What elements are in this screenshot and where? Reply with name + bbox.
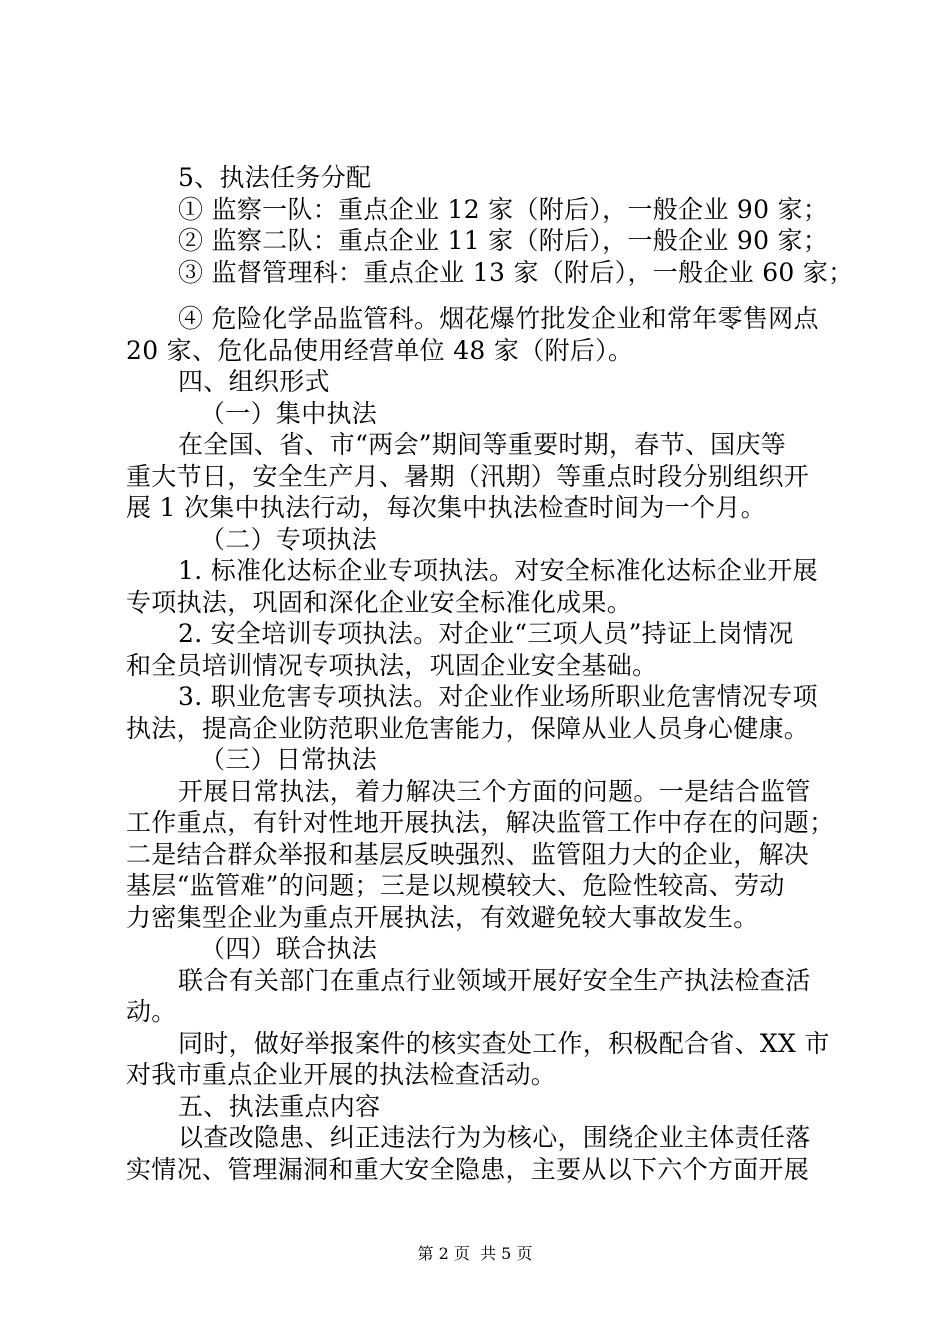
section-heading: 四、组织形式 — [178, 367, 330, 396]
paragraph-line: 开展日常执法，着力解决三个方面的问题。一是结合监管 — [178, 776, 811, 806]
subsection-heading: （二）专项执法 — [200, 524, 378, 554]
paragraph-line: 对我市重点企业开展的执法检查活动。 — [126, 1060, 557, 1089]
section-heading: 五、执法重点内容 — [178, 1091, 381, 1121]
page-number-footer: 第 2 页 共 5 页 — [417, 1244, 533, 1263]
paragraph-line: 1. 标准化达标企业专项执法。对安全标准化达标企业开展 — [178, 556, 818, 585]
paragraph-line: 工作重点，有针对性地开展执法，解决监管工作中存在的问题； — [126, 808, 835, 837]
document-body — [126, 162, 854, 1185]
paragraph-line: 动。 — [126, 997, 177, 1026]
task-item: ① 监察一队：重点企业 12 家（附后），一般企业 90 家； — [178, 194, 829, 224]
subsection-heading: （三）日常执法 — [200, 745, 378, 774]
paragraph-line: 执法，提高企业防范职业危害能力，保障从业人员身心健康。 — [126, 713, 810, 743]
paragraph-line: 二是结合群众举报和基层反映强烈、监管阻力大的企业，解决 — [126, 839, 810, 869]
task-item: ② 监察二队：重点企业 11 家（附后），一般企业 90 家； — [178, 226, 829, 255]
paragraph-line: 3. 职业危害专项执法。对企业作业场所职业危害情况专项 — [178, 682, 818, 711]
paragraph-line: 基层“监管难”的问题；三是以规模较大、危险性较高、劳动 — [126, 871, 785, 900]
paragraph-line: 实情况、管理漏洞和重大安全隐患，主要从以下六个方面开展 — [126, 1154, 810, 1184]
subsection-heading: （四）联合执法 — [200, 934, 378, 963]
paragraph-line: 和全员培训情况专项执法，巩固企业安全基础。 — [126, 650, 658, 680]
task-item: ④ 危险化学品监管科。烟花爆竹批发企业和常年零售网点 — [178, 304, 819, 333]
paragraph-line: 专项执法，巩固和深化企业安全标准化成果。 — [126, 587, 633, 617]
paragraph-line: 联合有关部门在重点行业领域开展好安全生产执法检查活 — [178, 965, 811, 995]
paragraph-line: 展 1 次集中执法行动，每次集中执法检查时间为一个月。 — [126, 493, 766, 522]
paragraph-line: 2. 安全培训专项执法。对企业“三项人员”持证上岗情况 — [178, 619, 794, 648]
subsection-heading: （一）集中执法 — [200, 398, 378, 428]
section-heading: 5、执法任务分配 — [178, 163, 372, 192]
paragraph-gap — [126, 288, 842, 303]
paragraph-line: 20 家、危化品使用经营单位 48 家（附后）。 — [126, 335, 634, 365]
paragraph-line: 同时，做好举报案件的核实查处工作，积极配合省、XX 市 — [178, 1028, 830, 1058]
paragraph-line: 在全国、省、市“两会”期间等重要时期，春节、国庆等 — [178, 430, 787, 459]
paragraph-line: 力密集型企业为重点开展执法，有效避免较大事故发生。 — [126, 902, 759, 932]
task-item: ③ 监督管理科：重点企业 13 家（附后），一般企业 60 家； — [178, 257, 854, 287]
paragraph-line: 重大节日，安全生产月、暑期（汛期）等重点时段分别组织开 — [126, 461, 810, 491]
paragraph-line: 以查改隐患、纠正违法行为为核心，围绕企业主体责任落 — [178, 1123, 811, 1152]
